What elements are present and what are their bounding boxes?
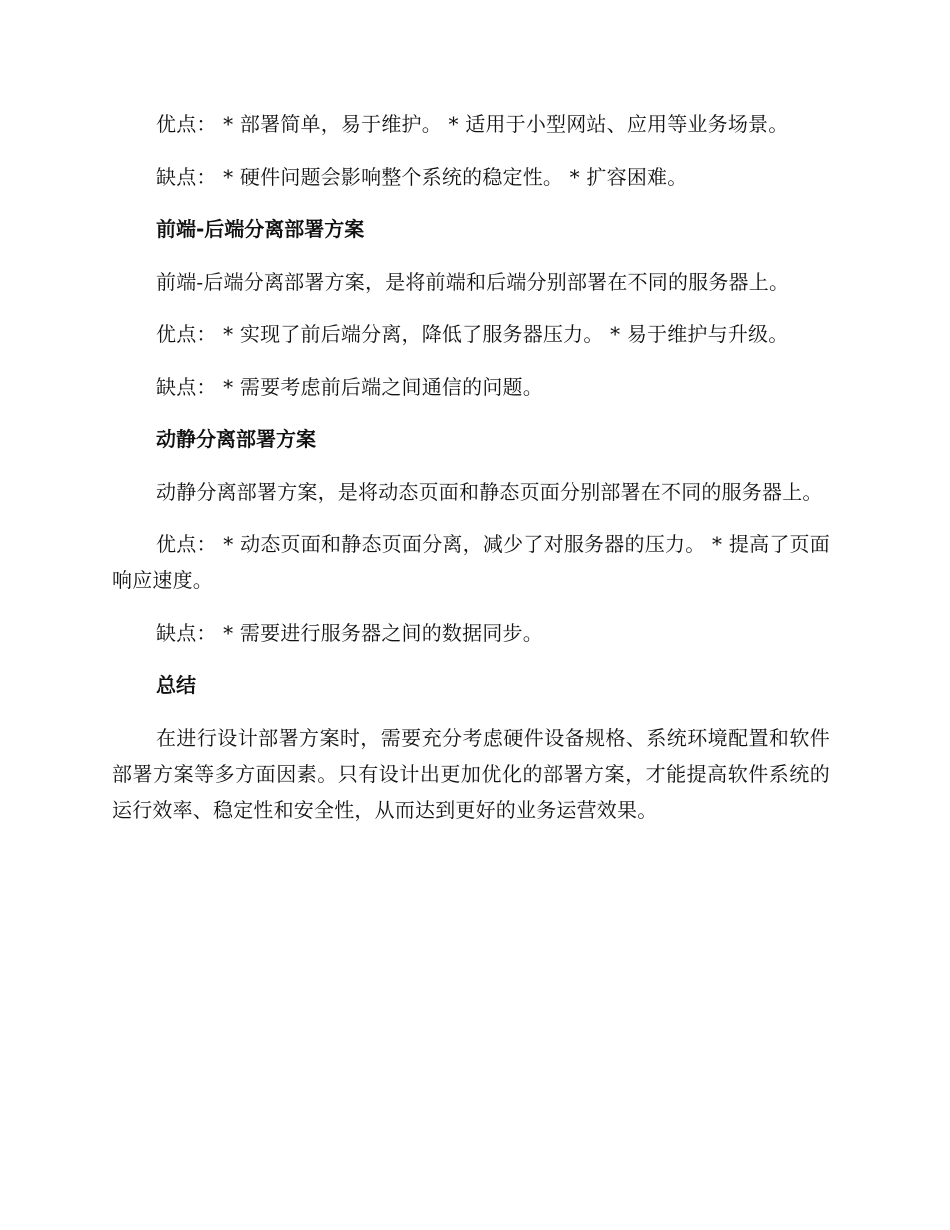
heading-frontend-backend: 前端-后端分离部署方案	[156, 217, 365, 241]
paragraph-pros-single: 优点： * 部署简单，易于维护。 * 适用于小型网站、应用等业务场景。	[156, 112, 789, 136]
paragraph-static-dynamic-cons: 缺点： * 需要进行服务器之间的数据同步。	[156, 620, 543, 645]
paragraph-cons-single: 缺点： * 硬件问题会影响整个系统的稳定性。 * 扩容困难。	[156, 164, 688, 189]
paragraph-frontend-backend-desc: 前端-后端分离部署方案，是将前端和后端分别部署在不同的服务器上。	[156, 269, 790, 294]
paragraph-static-dynamic-desc: 动静分离部署方案，是将动态页面和静态页面分别部署在不同的服务器上。	[156, 479, 823, 504]
paragraph-frontend-backend-cons: 缺点： * 需要考虑前后端之间通信的问题。	[156, 374, 543, 399]
paragraph-static-dynamic-pros: 优点： * 动态页面和静态页面分离，减少了对服务器的压力。 * 提高了页面响应速度。	[112, 532, 830, 592]
paragraph-frontend-backend-pros: 优点： * 实现了前后端分离，降低了服务器压力。 * 易于维护与升级。	[156, 322, 789, 346]
heading-summary: 总结	[156, 673, 196, 697]
paragraph-summary: 在进行设计部署方案时，需要充分考虑硬件设备规格、系统环境配置和软件部署方案等多方面因素。只有设计出更加优化的部署方案，才能提高软件系统的运行效率、稳定性和安全性，从而达到更好的业务运营效果。	[112, 725, 830, 822]
heading-static-dynamic: 动静分离部署方案	[156, 427, 316, 451]
